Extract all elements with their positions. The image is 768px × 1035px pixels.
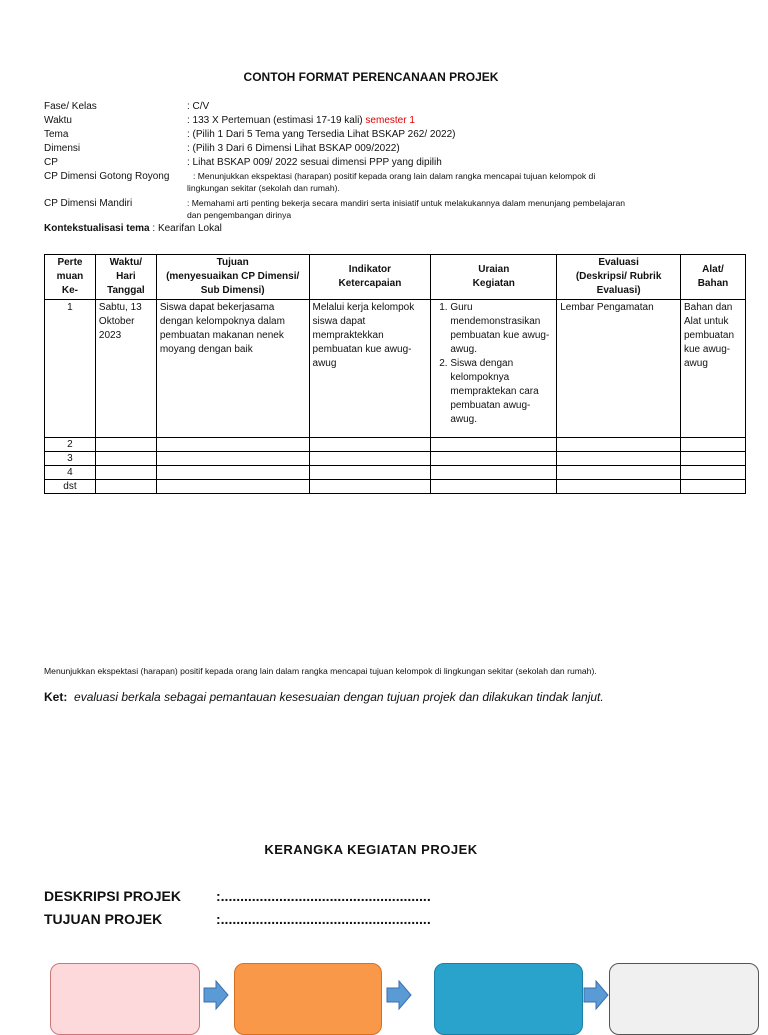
footnote: Menunjukkan ekspektasi (harapan) positif kepada orang lain dalam rangka mencapai tujuan kelompok di lingkungan sekitar (sekolah dan rumah).	[44, 666, 597, 676]
header-pertemuan: Perte muan Ke-	[45, 255, 96, 300]
list-item: 2. Siswa dengan kelompoknya mempraktekan cara pembuatan awug-awug.	[450, 357, 553, 427]
info-label: CP Dimensi Gotong Royong	[44, 171, 170, 182]
arrow-right-icon	[203, 980, 229, 1010]
info-label: Waktu	[44, 115, 72, 126]
flow-box-3	[434, 963, 583, 1035]
deskripsi-label: DESKRIPSI PROJEK	[44, 888, 181, 904]
cell-waktu: Sabtu, 13 Oktober 2023	[95, 300, 156, 438]
cell-no: 2	[45, 438, 96, 452]
kontekstualisasi	[44, 223, 222, 235]
ket-note	[44, 690, 604, 704]
flow-box-4	[609, 963, 759, 1035]
arrow-right-icon	[386, 980, 412, 1010]
info-value: : Memahami arti penting bekerja secara mandiri serta inisiatif untuk melakukannya dalam menunjang pembelajaran	[187, 198, 626, 208]
info-value-text: : 133 X Pertemuan (estimasi 17-19 kali)	[187, 115, 363, 126]
table-row	[45, 438, 746, 452]
kontekstualisasi-label: Kontekstualisasi tema	[44, 223, 150, 234]
semester-highlight: semester 1	[365, 115, 415, 126]
info-label: Dimensi	[44, 143, 81, 154]
ket-text: evaluasi berkala sebagai pemantauan kesesuaian dengan tujuan projek dan dilakukan tindak lanjut.	[74, 690, 604, 704]
info-label: CP	[44, 157, 58, 168]
table-row	[45, 300, 746, 438]
cell-evaluasi: Lembar Pengamatan	[557, 300, 681, 438]
header-evaluasi: Evaluasi (Deskripsi/ Rubrik Evaluasi)	[557, 255, 681, 300]
info-value-cont: lingkungan sekitar (sekolah dan rumah).	[187, 183, 340, 193]
table-header-row	[45, 255, 746, 300]
header-uraian: Uraian Kegiatan	[431, 255, 557, 300]
kerangka-title: KERANGKA KEGIATAN PROJEK	[264, 842, 478, 857]
tujuan-projek-value: :......................................................	[216, 911, 431, 927]
uraian-list	[434, 301, 553, 427]
info-label: Fase/ Kelas	[44, 101, 97, 112]
info-value	[187, 115, 415, 127]
info-value: : (Pilih 3 Dari 6 Dimensi Lihat BSKAP 009/2022)	[187, 143, 400, 154]
info-value: : Lihat BSKAP 009/ 2022 sesuai dimensi PPP yang dipilih	[187, 157, 442, 168]
ket-label: Ket:	[44, 690, 68, 704]
cell-no: 3	[45, 452, 96, 466]
deskripsi-value: :......................................................	[216, 888, 431, 904]
table-row	[45, 452, 746, 466]
info-value: : (Pilih 1 Dari 5 Tema yang Tersedia Lihat BSKAP 262/ 2022)	[187, 129, 456, 140]
document-title: CONTOH FORMAT PERENCANAAN PROJEK	[243, 70, 499, 84]
arrow-right-icon	[583, 980, 609, 1010]
header-waktu: Waktu/ Hari Tanggal	[95, 255, 156, 300]
header-indikator: Indikator Ketercapaian	[309, 255, 431, 300]
tujuan-projek-row	[44, 911, 431, 927]
cell-no: 1	[45, 300, 96, 438]
header-alat: Alat/ Bahan	[680, 255, 745, 300]
cell-tujuan: Siswa dapat bekerjasama dengan kelompoknya dalam pembuatan makanan nenek moyang dengan baik	[156, 300, 309, 438]
flow-box-2	[234, 963, 382, 1035]
info-label: Tema	[44, 129, 69, 140]
table-row	[45, 480, 746, 494]
cell-no: 4	[45, 466, 96, 480]
tujuan-projek-label: TUJUAN PROJEK	[44, 911, 163, 927]
info-value: : Menunjukkan ekspektasi (harapan) positif kepada orang lain dalam rangka mencapai tujuan kelompok di	[193, 171, 596, 181]
flow-box-1	[50, 963, 200, 1035]
table-row	[45, 466, 746, 480]
header-tujuan: Tujuan (menyesuaikan CP Dimensi/ Sub Dimensi)	[156, 255, 309, 300]
deskripsi-row	[44, 888, 431, 904]
info-label: CP Dimensi Mandiri	[44, 198, 133, 209]
info-value-cont: dan pengembangan dirinya	[187, 210, 292, 220]
info-value: : C/V	[187, 101, 210, 112]
cell-no: dst	[45, 480, 96, 494]
kontekstualisasi-value: : Kearifan Lokal	[149, 223, 222, 234]
cell-indikator: Melalui kerja kelompok siswa dapat mempraktekkan pembuatan kue awug-awug	[309, 300, 431, 438]
list-item: 1. Guru mendemonstrasikan pembuatan kue awug-awug.	[450, 301, 553, 357]
cell-uraian	[431, 300, 557, 438]
cell-alat: Bahan dan Alat untuk pembuatan kue awug-awug	[680, 300, 745, 438]
plan-table	[44, 254, 746, 494]
